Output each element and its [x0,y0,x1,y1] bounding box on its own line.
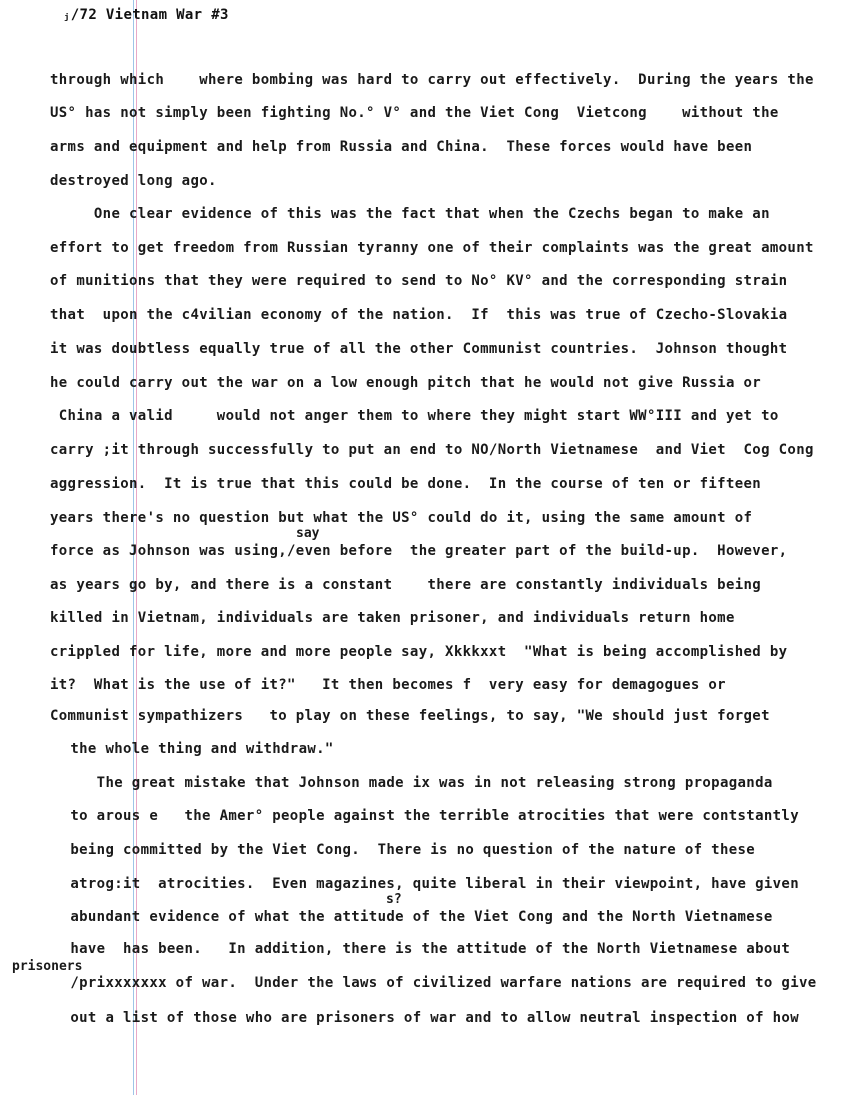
interlinear-s: s? [386,892,402,907]
text-line-21: the whole thing and withdraw." [44,741,334,757]
text-line-3: arms and equipment and help from Russia and China. These forces would have been [50,139,753,155]
text-line-4: destroyed long ago. [50,173,217,189]
text-line-25: atrog:it atrocities. Even magazines, quite liberal in their viewpoint, have given [44,876,799,892]
text-line-14: years there's no question but what the US° could do it, using the same amount of [50,510,753,526]
text-line-1: through which where bombing was hard to carry out effectively. During the years the [50,72,814,88]
text-line-18: crippled for life, more and more people say, Xkkkxxt "What is being accomplished by [50,644,788,660]
text-line-6: effort to get freedom from Russian tyranny one of their complaints was the great amount [50,240,814,256]
interlinear-prisoners: prisoners [12,959,83,974]
text-line-26: abundant evidence of what the attitude of the Viet Cong and the North Vietnamese [44,909,773,925]
text-line-16: as years go by, and there is a constant there are constantly individuals being [50,577,762,593]
text-line-11: China a valid would not anger them to where they might start WW°III and yet to [50,408,779,424]
text-line-22: The great mistake that Johnson made ix was in not releasing strong propaganda [44,775,773,791]
text-line-8: that upon the c4vilian economy of the nation. If this was true of Czecho-Slovakia [50,307,788,323]
text-line-20: Communist sympathizers to play on these feelings, to say, "We should just forget [50,708,770,724]
interlinear-say: say [296,526,320,541]
text-line-13: aggression. It is true that this could be done. In the course of ten or fifteen [50,476,762,492]
text-line-12: carry ;it through successfully to put an end to NO/North Vietnamese and Viet Cog Cong [50,442,814,458]
text-line-28: /prixxxxxxx of war. Under the laws of civilized warfare nations are required to give [44,975,817,991]
text-line-17: killed in Vietnam, individuals are taken prisoner, and individuals return home [50,610,735,626]
text-line-29: out a list of those who are prisoners of war and to allow neutral inspection of how [44,1010,799,1026]
text-line-5: One clear evidence of this was the fact that when the Czechs began to make an [50,206,770,222]
text-line-9: it was doubtless equally true of all the other Communist countries. Johnson thought [50,341,788,357]
text-line-10: he could carry out the war on a low enough pitch that he would not give Russia or [50,375,762,391]
page-header: ⱼ/72 Vietnam War #3 [62,7,229,23]
text-line-27: have has been. In addition, there is the attitude of the North Vietnamese about [44,941,791,957]
text-line-15: force as Johnson was using,/even before the greater part of the build-up. However, [50,543,788,559]
text-line-7: of munitions that they were required to send to No° KV° and the corresponding strain [50,273,788,289]
text-line-24: being committed by the Viet Cong. There is no question of the nature of these [44,842,756,858]
text-line-19: it? What is the use of it?" It then becomes f very easy for demagogues or [50,677,726,693]
text-line-23: to arous e the Amer° people against the terrible atrocities that were contstantly [44,808,799,824]
text-line-2: US° has not simply been fighting No.° V° and the Viet Cong Vietcong without the [50,105,779,121]
